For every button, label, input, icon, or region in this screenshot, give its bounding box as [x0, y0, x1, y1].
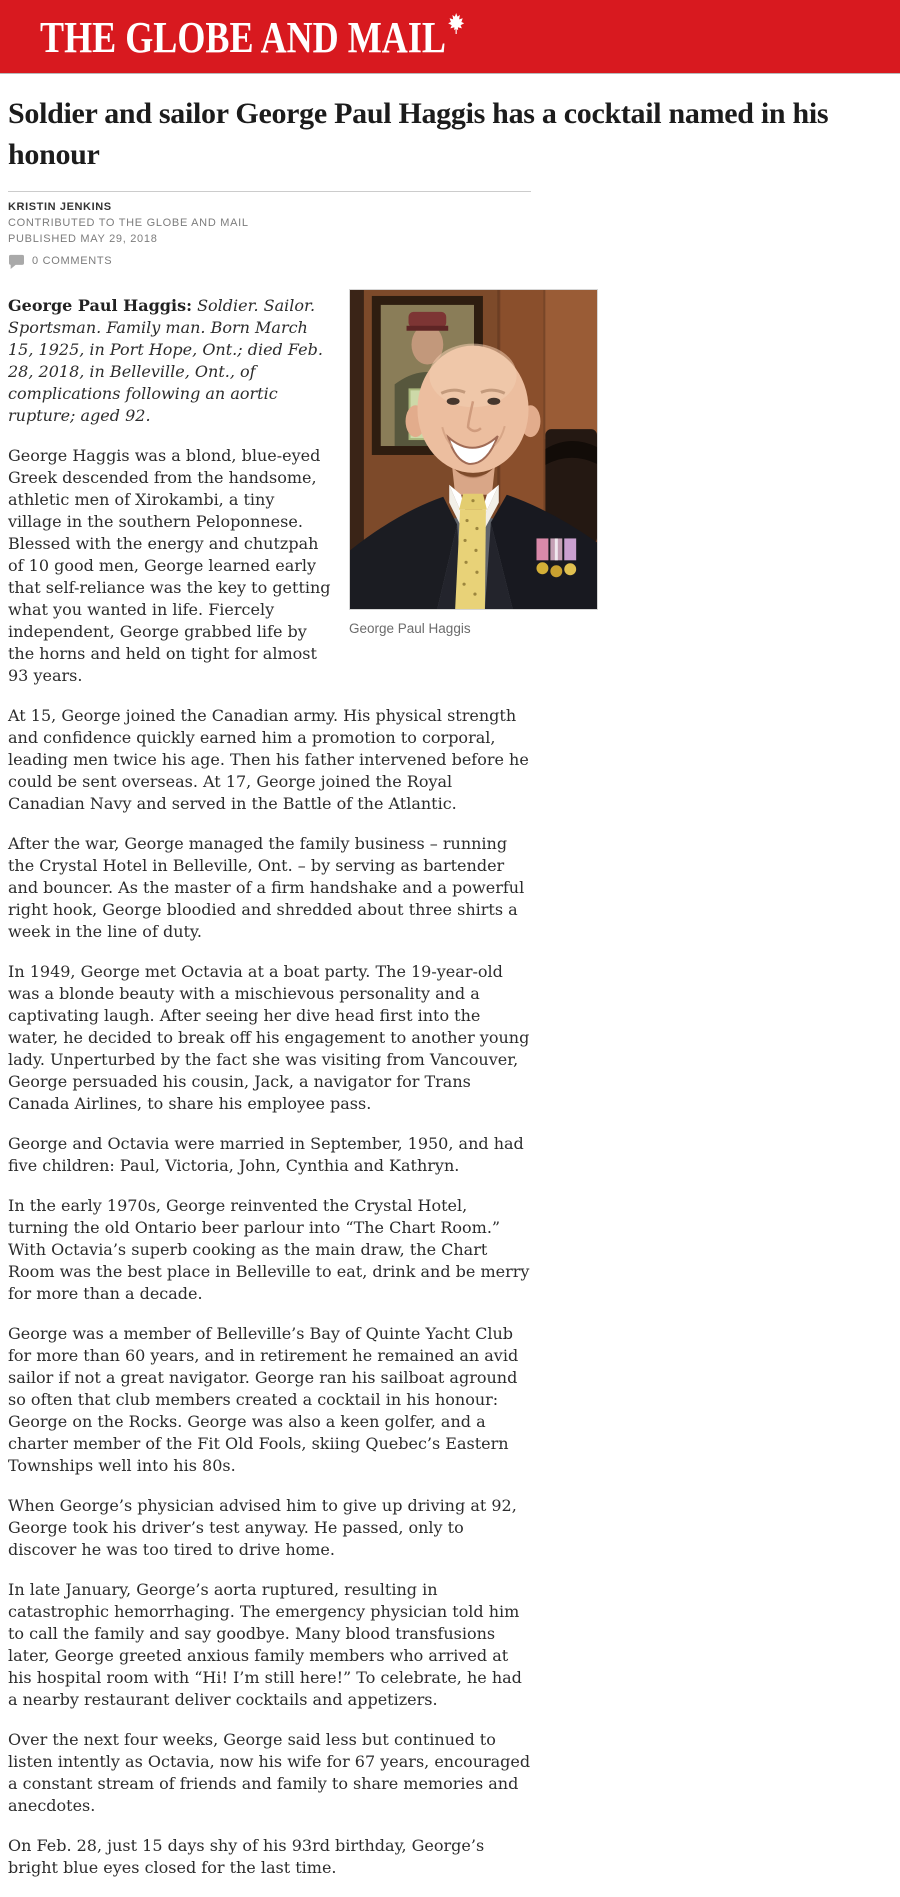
article-paragraph: George was a member of Belleville’s Bay of Quinte Yacht Club for more than 60 years, and in retirement he remained an avid sailor if not a great navigator. George ran his sailboat aground so often that club members created a cocktail in his honour: George on the Rocks. George was also a keen golfer, and a charter member of the Fit Old Fools, skiing Quebec’s Eastern Townships well into his 80s.: [8, 1323, 519, 1475]
byline-divider: [8, 191, 531, 192]
masthead-title: THE GLOBE AND MAIL: [40, 13, 446, 62]
article-photo: [349, 289, 598, 610]
contributed-line: CONTRIBUTED TO THE GLOBE AND MAIL: [8, 216, 249, 229]
article-paragraph: On Feb. 28, just 15 days shy of his 93rd birthday, George’s bright blue eyes closed for the last time.: [8, 1835, 485, 1877]
article-paragraph: After the war, George managed the family business – running the Crystal Hotel in Belleville, Ont. – by serving as bartender and bouncer. As the master of a firm handshake and a powerful right hook, George bloodied and shredded about three shirts a week in the line of duty.: [8, 833, 525, 941]
george-haggis-photo-illustration: [350, 290, 597, 609]
article-paragraph: In late January, George’s aorta ruptured, resulting in catastrophic hemorrhaging. The emergency physician told him to call the family and say goodbye. Many blood transfusions later, George greeted anxious family members who arrived at his hospital room with “Hi! I’m still here!” To celebrate, he had a nearby restaurant deliver cocktails and appetizers.: [8, 1579, 522, 1709]
article-headline: Soldier and sailor George Paul Haggis has a cocktail named in his honour: [8, 97, 829, 172]
comments-link[interactable]: [8, 254, 112, 269]
article-body: [0, 295, 531, 1879]
globe-and-mail-logo[interactable]: [40, 13, 465, 60]
article-paragraph: In the early 1970s, George reinvented the Crystal Hotel, turning the old Ontario beer parlour into “The Chart Room.” With Octavia’s superb cooking as the main draw, the Chart Room was the best place in Belleville to eat, drink and be merry for more than a decade.: [8, 1195, 530, 1303]
lead-name: George Paul Haggis:: [8, 295, 192, 315]
article-figure: [349, 289, 598, 638]
byline-block: [0, 201, 900, 269]
maple-leaf-icon: [448, 13, 465, 34]
author-name: KRISTIN JENKINS: [8, 200, 112, 213]
article-paragraph: When George’s physician advised him to give up driving at 92, George took his driver’s test anyway. He passed, only to discover he was too tired to drive home.: [8, 1495, 517, 1559]
published-line: PUBLISHED MAY 29, 2018: [8, 232, 158, 245]
comment-bubble-icon: [8, 254, 25, 269]
lead-deck: Soldier. Sailor. Sportsman. Family man. Born March 15, 1925, in Port Hope, Ont.; died Feb. 28, 2018, in Belleville, Ont., of complications following an aortic rupture; aged 92.: [8, 295, 323, 425]
photo-caption: George Paul Haggis: [349, 620, 471, 636]
article-paragraph: George Haggis was a blond, blue-eyed Greek descended from the handsome, athletic men of Xirokambi, a tiny village in the southern Peloponnese. Blessed with the energy and chutzpah of 10 good men, George learned early that self-reliance was the key to getting what you wanted in life. Fiercely independent, George grabbed life by the horns and held on tight for almost 93 years.: [8, 445, 331, 685]
article-paragraph: Over the next four weeks, George said less but continued to listen intently as Octavia, now his wife for 67 years, encouraged a constant stream of friends and family to share memories and anecdotes.: [8, 1729, 531, 1815]
article-paragraph: George and Octavia were married in September, 1950, and had five children: Paul, Victoria, John, Cynthia and Kathryn.: [8, 1133, 524, 1175]
article-paragraph: At 15, George joined the Canadian army. His physical strength and confidence quickly earned him a promotion to corporal, leading men twice his age. Then his father intervened before he could be sent overseas. At 17, George joined the Royal Canadian Navy and served in the Battle of the Atlantic.: [8, 705, 529, 813]
masthead-banner: [0, 0, 900, 74]
article-paragraph: In 1949, George met Octavia at a boat party. The 19-year-old was a blonde beauty with a mischievous personality and a captivating laugh. After seeing her dive head first into the water, he decided to break off his engagement to another young lady. Unperturbed by the fact she was visiting from Vancouver, George persuaded his cousin, Jack, a navigator for Trans Canada Airlines, to share his employee pass.: [8, 961, 530, 1113]
comments-count-label: 0 COMMENTS: [32, 255, 113, 268]
